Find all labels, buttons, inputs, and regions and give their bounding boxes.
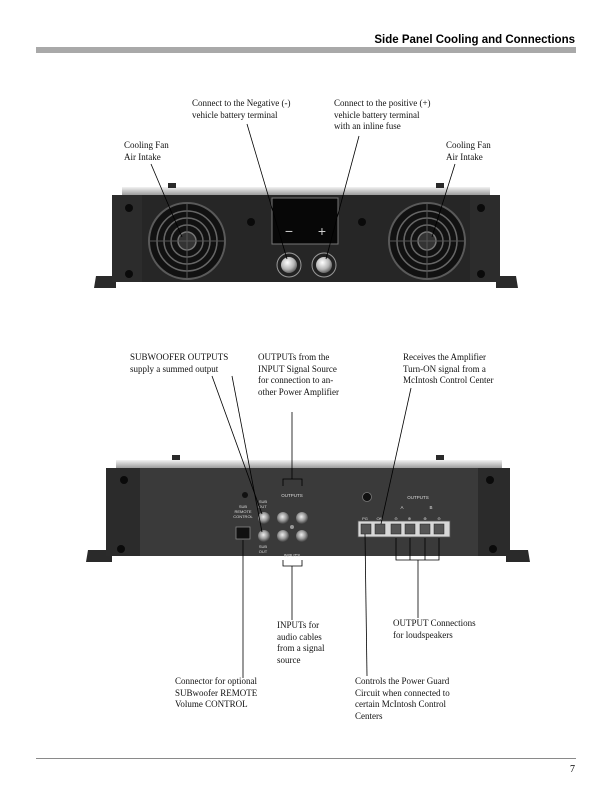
terminal-plus-label: + xyxy=(317,223,327,239)
sub-remote-jack-icon xyxy=(236,527,250,539)
cooling-fan-left-icon xyxy=(149,203,225,279)
caption-inputs: INPUTs for audio cables from a signal source xyxy=(277,620,325,665)
input-jack-right-icon xyxy=(296,530,308,542)
caption-subwoofer-outputs: SUBWOOFER OUTPUTS supply a summed output xyxy=(130,352,229,374)
caption-outputs-from-input: OUTPUTs from the INPUT Signal Source for connection to an- other Power Amplifier xyxy=(258,352,339,397)
top-strip xyxy=(122,187,490,195)
svg-text:OUTPUTS: OUTPUTS xyxy=(281,493,303,498)
svg-text:SUBREMOTECONTROL: SUB REMOTE CONTROL xyxy=(233,504,253,519)
caption-turn-on: Receives the Amplifier Turn-ON signal from a McIntosh Control Center xyxy=(403,352,494,385)
caption-positive-terminal: Connect to the positive (+) vehicle battery terminal with an inline fuse xyxy=(334,98,431,131)
caption-fan-right: Cooling Fan Air Intake xyxy=(446,140,491,162)
svg-text:OUTPUTS: OUTPUTS xyxy=(407,495,429,500)
svg-text:INPUTS: INPUTS xyxy=(283,553,301,558)
terminal-minus-label: − xyxy=(284,223,294,239)
input-jack-left-icon xyxy=(277,530,289,542)
page-number: 7 xyxy=(570,764,575,775)
caption-power-guard: Controls the Power Guard Circuit when connected to certain McIntosh Control Centers xyxy=(355,676,450,721)
negative-terminal-knob-icon xyxy=(281,257,297,273)
svg-text:SUBOUT SUBOUT: SUB OUT SUB OUT xyxy=(258,499,268,554)
terminal-window xyxy=(272,198,338,244)
output-jack-left-icon xyxy=(277,512,289,524)
sub-out-jack-2-icon xyxy=(258,530,270,542)
top-amplifier-panel xyxy=(94,183,518,288)
bottom-amplifier-panel xyxy=(86,455,530,562)
caption-output-connections: OUTPUT Connections for loudspeakers xyxy=(393,618,476,640)
page-title: Side Panel Cooling and Connections xyxy=(374,34,575,46)
svg-text:A: A xyxy=(400,505,404,510)
svg-text:B: B xyxy=(429,505,433,510)
caption-fan-left: Cooling Fan Air Intake xyxy=(124,140,169,162)
caption-negative-terminal: Connect to the Negative (-) vehicle battery terminal xyxy=(192,98,291,120)
ground-screw-icon xyxy=(363,493,372,502)
svg-text:PGON ⊖⊕ ⊕⊖: PG ON ⊖ ⊕ ⊕ ⊖ xyxy=(362,516,441,521)
cooling-fan-right-icon xyxy=(389,203,465,279)
output-jack-right-icon xyxy=(296,512,308,524)
footer-rule xyxy=(36,758,576,759)
caption-sub-remote: Connector for optional SUBwoofer REMOTE Volume CONTROL xyxy=(175,676,258,709)
positive-terminal-knob-icon xyxy=(316,257,332,273)
